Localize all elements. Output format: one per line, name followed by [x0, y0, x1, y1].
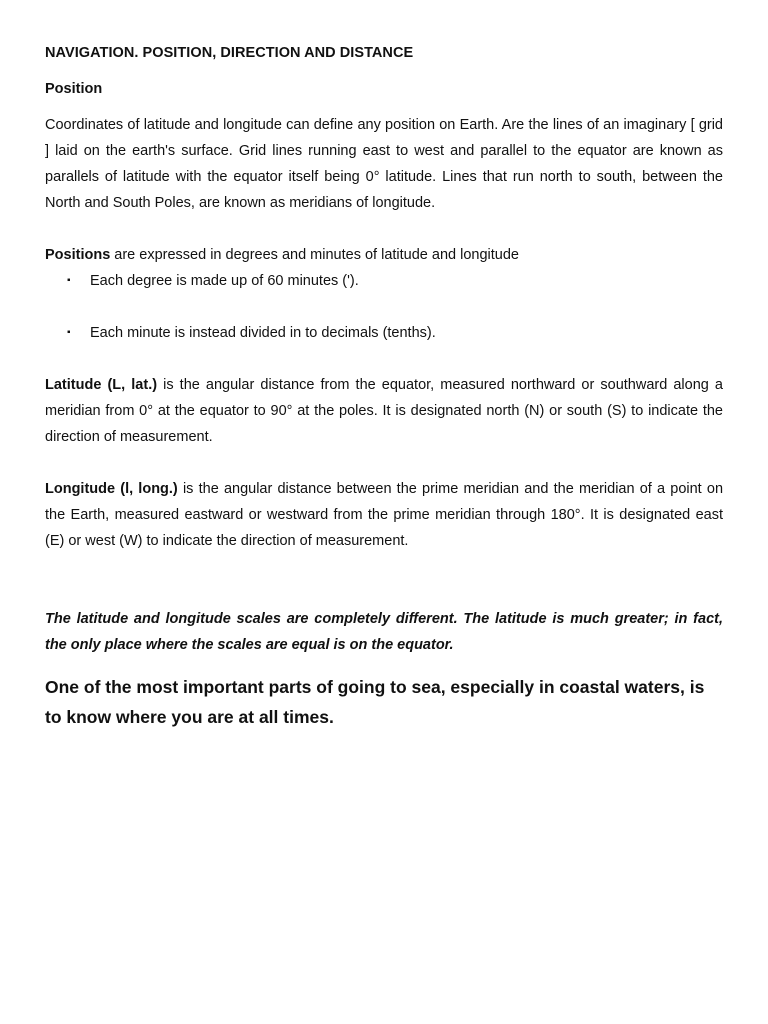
term-latitude: Latitude (L, lat.) [45, 377, 158, 393]
paragraph-latitude [45, 372, 723, 450]
section-heading-position: Position [45, 81, 103, 97]
term-positions: Positions [45, 247, 111, 263]
document-page [45, 40, 723, 732]
positions-text: are expressed in degrees and minutes of latitude and longitude [110, 247, 519, 263]
list-item-text: Each minute is instead divided in to decimals (tenths). [90, 325, 436, 341]
term-longitude: Longitude (l, long.) [45, 481, 178, 497]
bullet-list [45, 268, 723, 346]
paragraph-longitude [45, 476, 723, 554]
square-bullet-icon: ▪ [67, 327, 71, 338]
latitude-text: is the angular distance from the equator, measured northward or southward along a meridian from 0° at the equator to 90° at the poles. It is designated north (N) or south (S) to indicate the direction of measurement. [45, 377, 723, 445]
italic-note: The latitude and longitude scales are completely different. The latitude is much greater; in fact, the only place where the scales are equal is on the equator. [45, 611, 723, 653]
list-item-text: Each degree is made up of 60 minutes ('). [90, 273, 359, 289]
longitude-text: is the angular distance between the prime meridian and the meridian of a point on the Earth, measured eastward or westward from the prime meridian through 180°. It is designated east (E) or west (W) to indicate the direction of measurement. [45, 481, 724, 549]
closing-statement: One of the most important parts of going to sea, especially in coastal waters, is to know where you are at all times. [45, 677, 705, 727]
paragraph-positions [45, 242, 723, 268]
square-bullet-icon: ▪ [67, 275, 71, 286]
paragraph-coordinates: Coordinates of latitude and longitude can define any position on Earth. Are the lines of an imaginary [ grid ] laid on the earth's surface. Grid lines running east to west and parallel to the equator are known as parallels of latitude with the equator itself being 0° latitude. Lines that run north to south, between the North and South Poles, are known as meridians of longitude. [45, 117, 723, 211]
list-item [45, 268, 723, 294]
document-title: NAVIGATION. POSITION, DIRECTION AND DISTANCE [45, 45, 414, 61]
list-item [45, 320, 723, 346]
